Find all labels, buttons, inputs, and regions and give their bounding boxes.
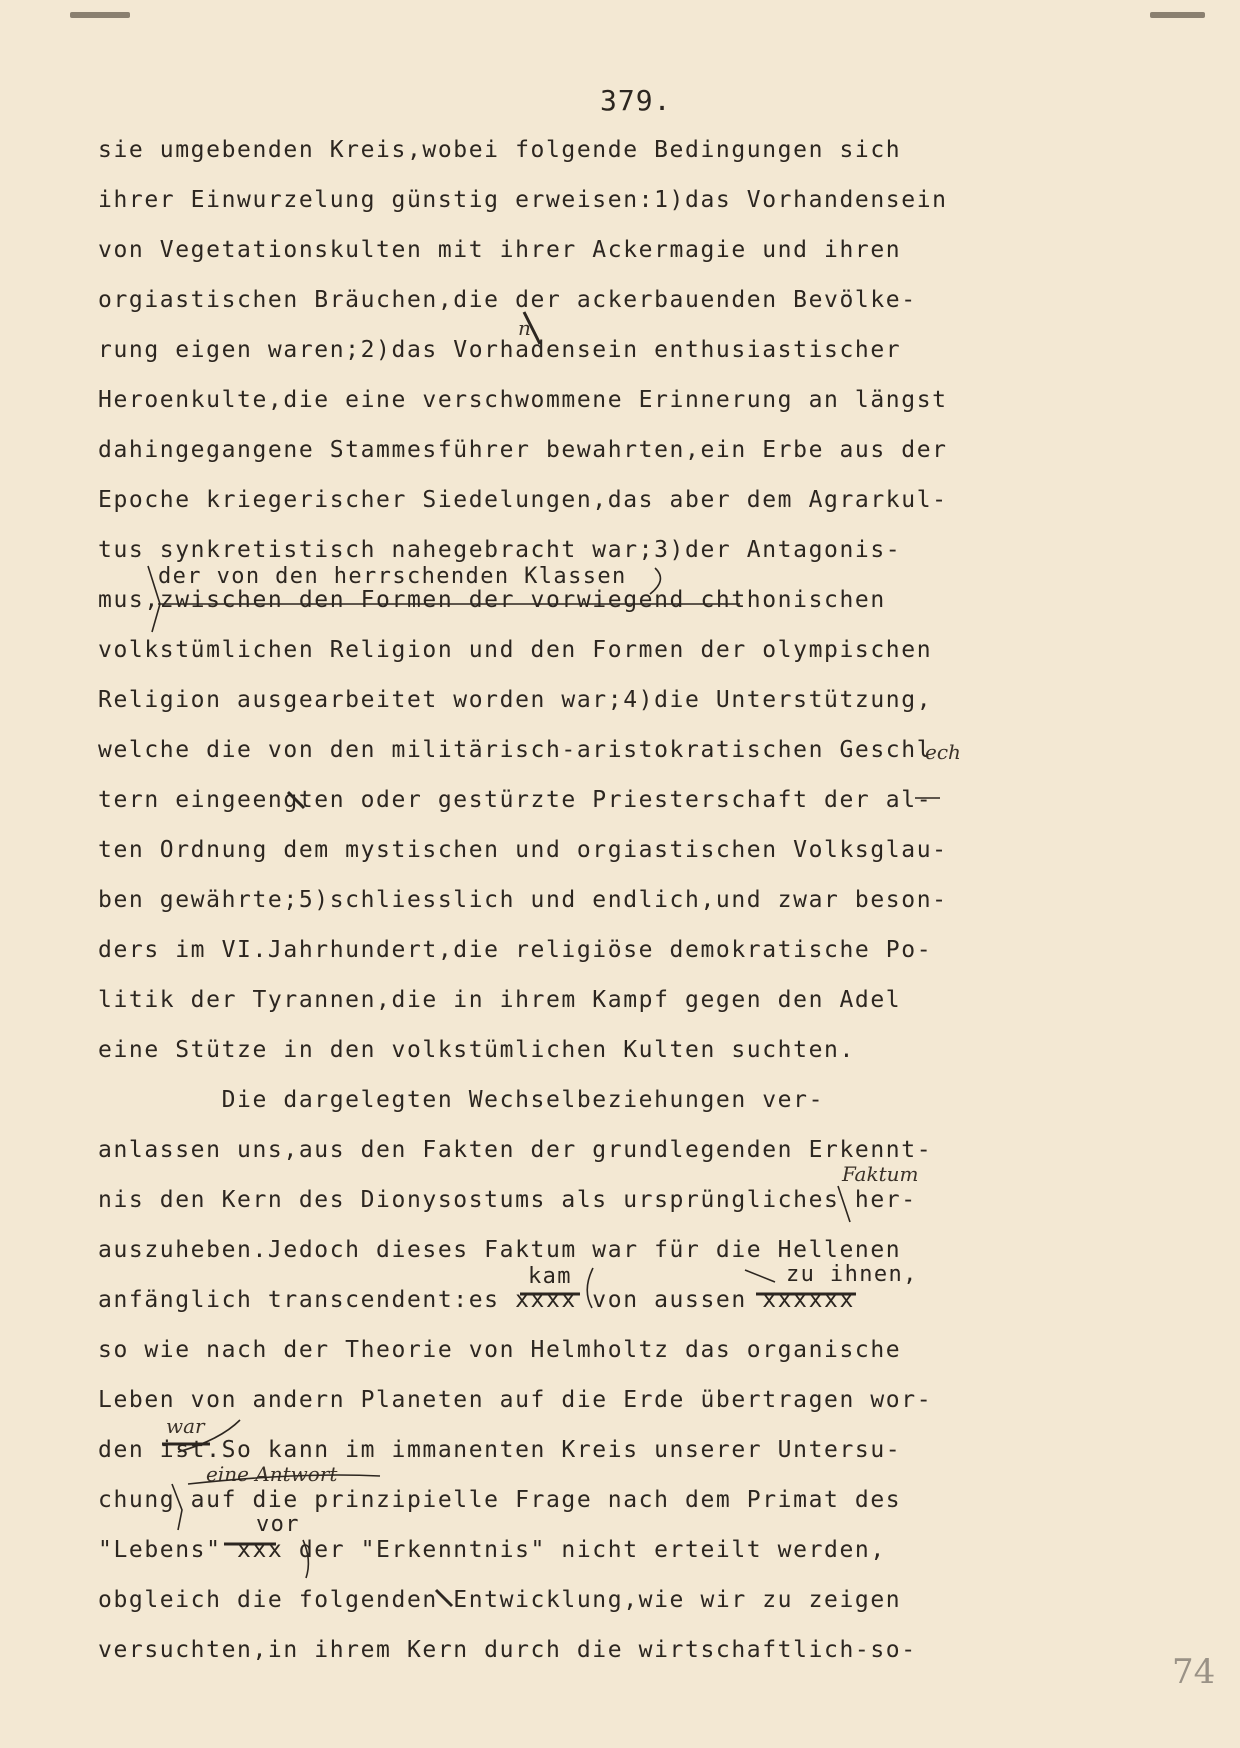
text-line-6: Heroenkulte,die eine verschwommene Erinnerung an längst xyxy=(98,387,948,413)
underline-antwort xyxy=(188,1475,380,1484)
text-line-28: chung auf die prinzipielle Frage nach dem Primat des xyxy=(98,1487,902,1513)
text-line-1: sie umgebenden Kreis,wobei folgende Bedingungen sich xyxy=(98,137,902,163)
strike-eingeengten xyxy=(288,792,304,808)
page-number: 379. xyxy=(600,84,672,117)
bracket-zu-ihnen xyxy=(745,1270,775,1282)
text-line-4: orgiastischen Bräuchen,die der ackerbauenden Bevölke- xyxy=(98,287,917,313)
handwritten-ech: ech xyxy=(925,740,961,764)
text-line-10: mus,zwischen den Formen der vorwiegend chthonischen xyxy=(98,587,886,613)
text-line-30: obgleich die folgenden Entwicklung,wie wir zu zeigen xyxy=(98,1587,902,1613)
handwritten-eine-antwort: eine Antwort xyxy=(206,1462,338,1486)
handwritten-faktum: Faktum xyxy=(842,1162,919,1186)
strike-vorhadensein xyxy=(524,312,540,344)
text-line-9: tus synkretistisch nahegebracht war;3)der Antagonis- xyxy=(98,537,902,563)
text-line-24: anfänglich transcendent:es xxxx von aussen xxxxxx xyxy=(98,1287,855,1313)
caret-vor xyxy=(303,1540,308,1578)
text-line-8: Epoche kriegerischer Siedelungen,das aber dem Agrarkul- xyxy=(98,487,948,513)
text-line-22: nis den Kern des Dionysostums als ursprüngliches her- xyxy=(98,1187,917,1213)
handwritten-war: war xyxy=(166,1414,205,1438)
text-line-29: "Lebens" xxx der "Erkenntnis" nicht erteilt werden, xyxy=(98,1537,886,1563)
text-line-5: rung eigen waren;2)das Vorhadensein enthusiastischer xyxy=(98,337,902,363)
margin-page-number: 74 xyxy=(1172,1652,1216,1692)
insertion-zu-ihnen: zu ihnen, xyxy=(786,1262,918,1287)
caret-antwort xyxy=(172,1484,182,1530)
text-line-25: so wie nach der Theorie von Helmholtz das organische xyxy=(98,1337,902,1363)
text-line-12: Religion ausgearbeitet worden war;4)die Unterstützung, xyxy=(98,687,933,713)
handwritten-n: n xyxy=(518,316,531,340)
bracket-klassen xyxy=(650,568,660,594)
insertion-vor: vor xyxy=(256,1512,300,1537)
caret-faktum xyxy=(838,1186,850,1222)
text-line-20: Die dargelegten Wechselbeziehungen ver- xyxy=(98,1087,825,1113)
text-line-14: tern eingeengten oder gestürzte Priesterschaft der al- xyxy=(98,787,933,813)
strike-folgenden xyxy=(436,1590,452,1606)
bracket-kam xyxy=(587,1268,593,1308)
text-line-19: eine Stütze in den volkstümlichen Kulten suchten. xyxy=(98,1037,855,1063)
text-line-26: Leben von andern Planeten auf die Erde übertragen wor- xyxy=(98,1387,933,1413)
insertion-klassen: der von den herrschenden Klassen xyxy=(158,564,627,589)
text-line-17: ders im VI.Jahrhundert,die religiöse demokratische Po- xyxy=(98,937,933,963)
caret-war xyxy=(178,1420,240,1452)
text-line-13: welche die von den militärisch-aristokratischen Geschl xyxy=(98,737,933,763)
text-line-15: ten Ordnung dem mystischen und orgiastischen Volksglau- xyxy=(98,837,948,863)
text-line-3: von Vegetationskulten mit ihrer Ackermagie und ihren xyxy=(98,237,902,263)
text-line-27: den ist.So kann im immanenten Kreis unserer Untersu- xyxy=(98,1437,902,1463)
text-line-18: litik der Tyrannen,die in ihrem Kampf gegen den Adel xyxy=(98,987,902,1013)
text-line-11: volkstümlichen Religion und den Formen der olympischen xyxy=(98,637,933,663)
text-line-2: ihrer Einwurzelung günstig erweisen:1)das Vorhandensein xyxy=(98,187,948,213)
text-line-31: versuchten,in ihrem Kern durch die wirtschaftlich-so- xyxy=(98,1637,917,1663)
insertion-kam: kam xyxy=(528,1264,572,1289)
text-line-23: auszuheben.Jedoch dieses Faktum war für die Hellenen xyxy=(98,1237,902,1263)
text-line-7: dahingegangene Stammesführer bewahrten,ein Erbe aus der xyxy=(98,437,948,463)
text-line-21: anlassen uns,aus den Fakten der grundlegenden Erkennt- xyxy=(98,1137,933,1163)
text-line-16: ben gewährte;5)schliesslich und endlich,und zwar beson- xyxy=(98,887,948,913)
caret-klassen xyxy=(148,566,160,632)
